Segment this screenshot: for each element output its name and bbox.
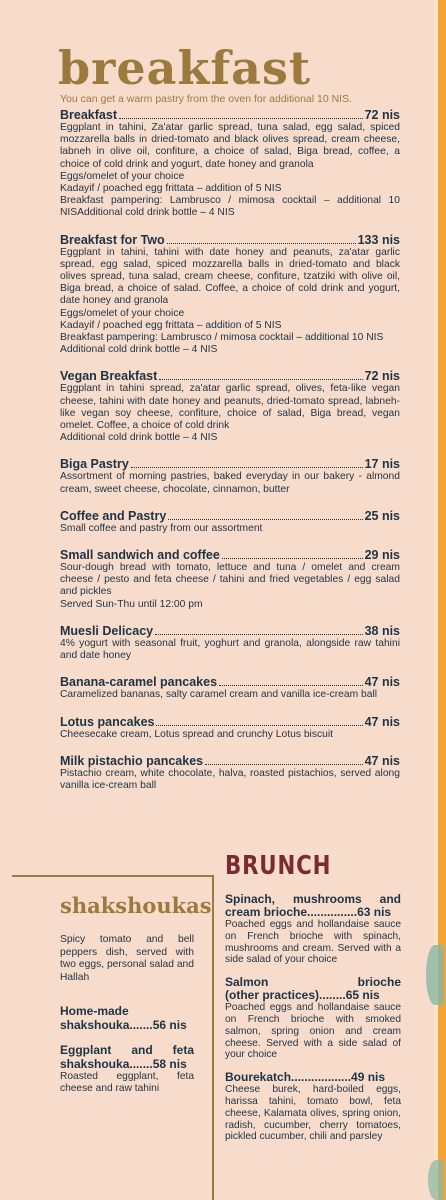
brunch-item-price: 49 nis — [351, 1070, 386, 1085]
brunch-price-line — [225, 906, 401, 919]
breakfast-menu-list — [60, 108, 400, 805]
menu-item — [60, 754, 400, 792]
menu-item-name: Coffee and Pastry — [60, 508, 167, 523]
menu-item-description — [60, 122, 400, 220]
menu-item-name: Breakfast for Two — [60, 232, 165, 247]
menu-item-description — [60, 383, 400, 444]
description-line: Eggplant in tahini, Za'atar garlic spread, tuna salad, egg salad, spiced mozzarella balls in dried-tomato and black olives spread, cream cheese, labneh in olive oil, confiture, a choice of salad, Biga bread, coffee, a choice of cold drink and yogurt, date honey and granola — [60, 122, 400, 170]
menu-item-name: Breakfast — [60, 108, 117, 122]
shakshouka-price: 56 nis — [152, 1017, 187, 1032]
decorative-light-stripe — [434, 0, 438, 1200]
shakshouka-description: Roasted eggplant, feta cheese and raw tahini — [60, 1071, 194, 1094]
brunch-item-name-2: (other practices) — [225, 988, 320, 1003]
menu-item — [60, 509, 400, 535]
menu-item-price: 29 nis — [364, 548, 400, 563]
decorative-orange-stripe — [438, 0, 446, 1200]
dot-leader: ....... — [129, 1017, 153, 1032]
menu-item-price: 38 nis — [364, 623, 400, 638]
breakfast-intro: You can get a warm pastry from the oven for additional 10 NIS. — [60, 93, 353, 105]
menu-item-name: Vegan Breakfast — [60, 369, 158, 384]
menu-item — [60, 108, 400, 220]
description-line: Eggs/omelet of your choice — [60, 170, 185, 182]
dot-leader: .................. — [291, 1070, 352, 1085]
menu-item-description — [60, 729, 400, 741]
menu-item — [60, 233, 400, 357]
menu-item-description — [60, 638, 400, 662]
menu-item-description — [60, 471, 400, 495]
shakshouka-name: Home-made — [60, 1004, 129, 1018]
description-line: Assortment of morning pastries, baked everyday in our bakery - almond cream, sweet cheese, chocolate, cinnamon, butter — [60, 471, 400, 495]
shakshouka-price-line — [60, 1019, 194, 1033]
dot-leader — [219, 685, 363, 686]
menu-item-header — [60, 108, 400, 122]
brunch-item — [225, 976, 401, 1061]
menu-item-name: Banana-caramel pancakes — [60, 675, 218, 690]
brunch-item-name: Spinach, mushrooms and — [225, 892, 401, 906]
menu-item — [60, 457, 400, 495]
brunch-item-name-2: Bourekatch — [225, 1070, 292, 1085]
menu-item-price: 72 nis — [364, 369, 400, 384]
menu-item-name: Milk pistachio pancakes — [60, 753, 204, 768]
shakshouka-name: Eggplant and feta — [60, 1043, 194, 1057]
menu-item-header — [60, 754, 400, 768]
menu-item-price: 47 nis — [364, 714, 400, 729]
description-line: 4% yogurt with seasonal fruit, yoghurt and granola, alongside raw tahini and date honey — [60, 637, 400, 662]
menu-item-name: Muesli Delicacy — [60, 623, 154, 638]
leaf-decoration-icon — [426, 945, 444, 1005]
dot-leader — [156, 725, 362, 726]
brunch-item-name-2: cream brioche — [225, 905, 308, 919]
menu-item — [60, 369, 400, 444]
menu-item-header — [60, 457, 400, 471]
brunch-price-line — [225, 1071, 401, 1084]
dot-leader: ....... — [129, 1056, 153, 1071]
shakshouka-price: 58 nis — [152, 1056, 187, 1071]
brunch-menu-list — [225, 893, 401, 1153]
menu-item-price: 25 nis — [364, 508, 400, 523]
description-line: Eggs/omelet of your choice — [60, 307, 185, 319]
dot-leader — [222, 558, 363, 559]
description-line: Eggplant in tahini spread, za'atar garlic spread, olives, feta-like vegan cheese, tahini with date honey and peanuts, dried-tomato spread, labneh-like vegan soy cheese, confiture, choice of salad, Biga bread, vegan omelet. Coffee, a choice of cold drink — [60, 383, 400, 432]
shakshoukas-title: shakshoukas — [60, 893, 212, 918]
shakshouka-item — [60, 1044, 194, 1095]
description-line: Kadayif / poached egg frittata – addition of 5 NIS — [60, 183, 282, 195]
dot-leader — [119, 118, 363, 119]
menu-item-header — [60, 548, 400, 562]
shakshoukas-menu-list — [60, 1005, 194, 1107]
menu-item — [60, 548, 400, 611]
shakshoukas-intro: Spicy tomato and bell peppers dish, served with two eggs, personal salad and Hallah — [60, 934, 194, 983]
description-line: Small coffee and pastry from our assortment — [60, 522, 263, 534]
dot-leader: ........ — [319, 988, 346, 1003]
description-line: Breakfast pampering: Lambrusco / mimosa cocktail – additional 10 NIS — [60, 332, 384, 344]
brunch-price-line — [225, 989, 401, 1002]
dot-leader — [168, 519, 362, 520]
dot-leader — [167, 243, 356, 244]
menu-item-header — [60, 675, 400, 689]
dot-leader: ............... — [307, 905, 358, 919]
menu-item-price: 47 nis — [364, 753, 400, 768]
shakshouka-name-2: shakshouka — [60, 1017, 130, 1032]
brunch-item-description: Poached eggs and hollandaise sauce on French brioche with spinach, mushrooms and cream. Served with a side salad of your choice — [225, 919, 401, 966]
brunch-item — [225, 1071, 401, 1143]
menu-item-header — [60, 715, 400, 729]
menu-item-price: 17 nis — [364, 457, 400, 472]
brunch-title: BRUNCH — [225, 851, 332, 881]
dot-leader — [159, 379, 362, 380]
menu-item-name: Small sandwich and coffee — [60, 548, 220, 563]
brunch-item — [225, 893, 401, 966]
dot-leader — [155, 634, 362, 635]
menu-item — [60, 675, 400, 701]
dot-leader — [205, 764, 362, 765]
breakfast-title: breakfast — [58, 41, 312, 95]
menu-item-description — [60, 562, 400, 611]
description-line: Sour-dough bread with tomato, lettuce and tuna / omelet and cream cheese / pesto and feta cheese / tahini and fried vegetables / egg salad and pickles — [60, 562, 400, 598]
brunch-item-description: Cheese burek, hard-boiled eggs, harissa tahini, tomato bowl, feta cheese, Kalamata olives, spring onion, radish, cucumber, cherry tomatoes, pickled cucumber, chili and parsley — [225, 1084, 401, 1143]
dot-leader — [131, 467, 363, 468]
menu-item-price: 72 nis — [364, 108, 400, 122]
menu-item-header — [60, 369, 400, 383]
menu-item — [60, 624, 400, 662]
leaf-decoration-icon — [428, 1160, 444, 1200]
menu-item-header — [60, 509, 400, 523]
description-line: Pistachio cream, white chocolate, halva, roasted pistachios, served along vanilla ice-cream ball — [60, 767, 400, 791]
menu-item-description — [60, 523, 400, 535]
description-line: Cheesecake cream, Lotus spread and crunchy Lotus biscuit — [60, 728, 334, 740]
description-line: Served Sun-Thu until 12:00 pm — [60, 598, 203, 610]
menu-item-header — [60, 233, 400, 247]
brunch-item-price: 65 nis — [345, 988, 380, 1003]
shakshouka-price-line — [60, 1058, 194, 1072]
menu-item-name: Biga Pastry — [60, 457, 129, 472]
brunch-item-name: Salmon brioche — [225, 975, 401, 990]
description-line: Breakfast pampering: Lambrusco / mimosa cocktail – additional 10 NISAdditional cold drink bottle – 4 NIS — [60, 195, 400, 219]
description-line: Eggplant in tahini, tahini with date honey and peanuts, za'atar garlic spread, egg salad, spiced mozzarella balls in dried-tomato and black olives spread, tuna salad, cream cheese, confiture, tzatziki with olive oil, Biga bread, a choice of salad. Coffee, a choice of cold drink and yogurt, date honey and granola — [60, 246, 400, 307]
menu-item-description — [60, 689, 400, 701]
shakshouka-item — [60, 1005, 194, 1032]
menu-item-header — [60, 624, 400, 638]
menu-item-name: Lotus pancakes — [60, 714, 155, 729]
menu-item-price: 133 nis — [357, 232, 400, 247]
brunch-item-price: 63 nis — [357, 905, 392, 919]
menu-item-price: 47 nis — [364, 675, 400, 690]
brunch-item-description: Poached eggs and hollandaise sauce on French brioche with smoked salmon, spring onion and cream cheese. Served with a side salad of your choice — [225, 1002, 401, 1061]
description-line: Additional cold drink bottle – 4 NIS — [60, 344, 218, 356]
description-line: Kadayif / poached egg frittata – addition of 5 NIS — [60, 319, 282, 331]
menu-item — [60, 715, 400, 741]
description-line: Caramelized bananas, salty caramel cream and vanilla ice-cream ball — [60, 689, 378, 701]
shakshouka-name-2: shakshouka — [60, 1056, 130, 1071]
menu-item-description — [60, 247, 400, 357]
description-line: Additional cold drink bottle – 4 NIS — [60, 432, 218, 444]
menu-item-description — [60, 768, 400, 792]
